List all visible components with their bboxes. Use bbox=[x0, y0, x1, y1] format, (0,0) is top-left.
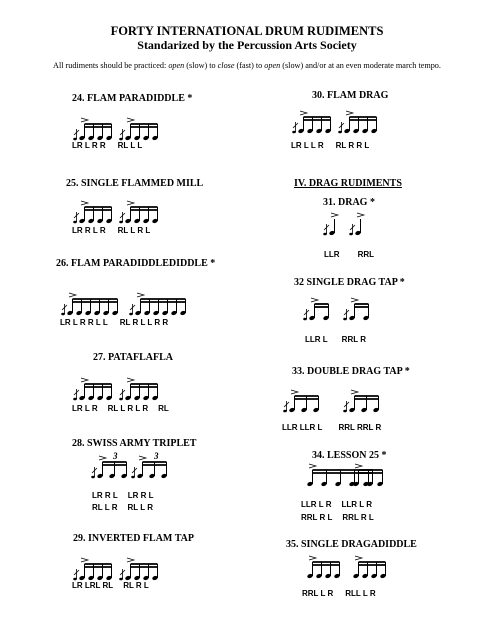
accent-mark bbox=[81, 118, 88, 122]
rudiment-title: 33. DOUBLE DRAG TAP * bbox=[292, 366, 410, 377]
accent-mark bbox=[309, 556, 316, 560]
sticking-label: RRL bbox=[357, 250, 375, 259]
sticking-label: LR R L R bbox=[72, 226, 106, 235]
rudiment-single-dragadiddle bbox=[286, 539, 417, 550]
sticking-row bbox=[324, 244, 374, 262]
note-emphasis: open bbox=[264, 61, 281, 70]
accent-mark bbox=[351, 298, 358, 302]
note-text: (fast) to bbox=[234, 61, 265, 70]
sticking-label: LLR L R bbox=[301, 500, 332, 509]
rudiment-title: 31. DRAG * bbox=[323, 197, 375, 208]
accent-mark bbox=[355, 556, 362, 560]
accent-mark bbox=[127, 378, 134, 382]
note-text: (slow) to bbox=[184, 61, 218, 70]
accent-mark bbox=[137, 293, 144, 297]
sticking-label: LR L R R L L bbox=[60, 318, 108, 327]
rudiment-title: 28. SWISS ARMY TRIPLET bbox=[72, 438, 197, 449]
accent-mark bbox=[311, 298, 318, 302]
sticking-row bbox=[302, 583, 376, 601]
accent-mark bbox=[127, 118, 134, 122]
rudiment-single-flammed-mill bbox=[66, 178, 203, 189]
sticking-label: RRL R L bbox=[342, 513, 374, 522]
accent-mark bbox=[291, 390, 298, 394]
sticking-label: RL bbox=[158, 404, 169, 413]
rudiment-title: 29. INVERTED FLAM TAP bbox=[73, 533, 194, 544]
accent-mark bbox=[81, 201, 88, 205]
accent-mark bbox=[300, 111, 307, 115]
accent-mark bbox=[81, 378, 88, 382]
sticking-label: RL R R L bbox=[335, 141, 370, 150]
sticking-row bbox=[72, 220, 150, 238]
accent-mark bbox=[127, 201, 134, 205]
rudiment-title: 34. LESSON 25 * bbox=[312, 450, 387, 461]
rudiment-flam-paradiddle bbox=[72, 93, 192, 104]
sticking-label: RRL R bbox=[341, 335, 366, 344]
sticking-row bbox=[282, 417, 381, 435]
rudiment-lesson-25 bbox=[312, 450, 386, 461]
rudiment-flam-drag bbox=[312, 90, 388, 101]
rudiment-swiss-army-triplet bbox=[72, 438, 196, 449]
tuplet-mark: 3 bbox=[113, 451, 118, 461]
sticking-label: RL R L bbox=[123, 581, 149, 590]
rudiment-title: 32 SINGLE DRAG TAP * bbox=[294, 277, 405, 288]
sticking-label: RL L R bbox=[127, 503, 153, 512]
accent-mark bbox=[357, 213, 364, 217]
sticking-label: RL L L bbox=[117, 141, 143, 150]
page-title: FORTY INTERNATIONAL DRUM RUDIMENTS bbox=[110, 24, 384, 38]
sticking-label: RRL RRL R bbox=[338, 423, 382, 432]
sticking-row bbox=[60, 312, 168, 330]
rudiment-title: 30. FLAM DRAG bbox=[312, 90, 389, 101]
sticking-row bbox=[291, 135, 369, 153]
sticking-label: LR L R bbox=[72, 404, 98, 413]
notation-swiss-army-triplet bbox=[88, 458, 198, 488]
notation-lesson-25 bbox=[298, 468, 408, 496]
sticking-label: RLL L R bbox=[345, 589, 376, 598]
tuplet-mark: 3 bbox=[154, 451, 159, 461]
rudiment-drag bbox=[323, 197, 375, 208]
sticking-label: LLR L R bbox=[341, 500, 373, 509]
rudiment-title: 25. SINGLE FLAMMED MILL bbox=[66, 178, 204, 189]
sticking-label: LR L L R bbox=[291, 141, 324, 150]
accent-mark bbox=[99, 456, 106, 460]
accent-mark bbox=[355, 464, 362, 468]
accent-mark bbox=[139, 456, 146, 460]
rudiment-title: 24. FLAM PARADIDDLE * bbox=[72, 93, 193, 104]
accent-mark bbox=[69, 293, 76, 297]
sticking-label: RL L R L bbox=[117, 226, 151, 235]
sticking-label: LLR LLR L bbox=[282, 423, 323, 432]
rudiment-inverted-flam-tap bbox=[73, 533, 194, 544]
sticking-label: LR LRL RL bbox=[72, 581, 114, 590]
sticking-label: RRL L R bbox=[302, 589, 334, 598]
accent-mark bbox=[346, 111, 353, 115]
notation-drag bbox=[322, 215, 382, 245]
rudiment-pataflafla bbox=[93, 352, 173, 363]
accent-mark bbox=[81, 558, 88, 562]
rudiment-title: 35. SINGLE DRAGADIDDLE bbox=[286, 539, 417, 550]
accent-mark bbox=[331, 213, 338, 217]
page-subtitle: Standarized by the Percussion Arts Society bbox=[137, 38, 357, 52]
sticking-row bbox=[72, 135, 142, 153]
rudiment-single-drag-tap bbox=[294, 277, 405, 288]
sticking-label: LLR bbox=[324, 250, 340, 259]
sticking-label: RRL R L bbox=[301, 513, 333, 522]
sticking-label: LR R L bbox=[127, 491, 154, 500]
sticking-label: LLR L bbox=[305, 335, 328, 344]
sticking-row bbox=[72, 398, 169, 416]
accent-mark bbox=[309, 464, 316, 468]
sticking-label: RL R L L R R bbox=[119, 318, 169, 327]
rudiment-flam-paradiddlediddle bbox=[56, 258, 215, 269]
sticking-label: RL L R bbox=[92, 503, 118, 512]
note-text: All rudiments should be practiced: bbox=[53, 61, 169, 70]
section-drag-rudiments bbox=[294, 178, 402, 189]
sticking-row-alt bbox=[92, 497, 153, 515]
page-header bbox=[0, 24, 494, 52]
sticking-row bbox=[72, 575, 149, 593]
rudiment-title: 26. FLAM PARADIDDLEDIDDLE * bbox=[56, 258, 216, 269]
section-title: IV. DRAG RUDIMENTS bbox=[294, 178, 402, 189]
note-emphasis: close bbox=[217, 61, 235, 70]
sticking-row bbox=[305, 329, 366, 347]
note-text: (slow) and/or at an even moderate march tempo. bbox=[280, 61, 441, 70]
practice-note bbox=[0, 61, 494, 70]
sticking-row-alt bbox=[301, 507, 374, 525]
rudiment-double-drag-tap bbox=[292, 366, 410, 377]
accent-mark bbox=[127, 558, 134, 562]
sticking-label: RL L R L R bbox=[107, 404, 149, 413]
sticking-label: LR R L bbox=[92, 491, 118, 500]
rudiment-title: 27. PATAFLAFLA bbox=[93, 352, 173, 363]
notation-single-drag-tap bbox=[300, 300, 400, 330]
accent-mark bbox=[351, 390, 358, 394]
note-emphasis: open bbox=[168, 61, 185, 70]
sticking-label: LR L R R bbox=[72, 141, 106, 150]
